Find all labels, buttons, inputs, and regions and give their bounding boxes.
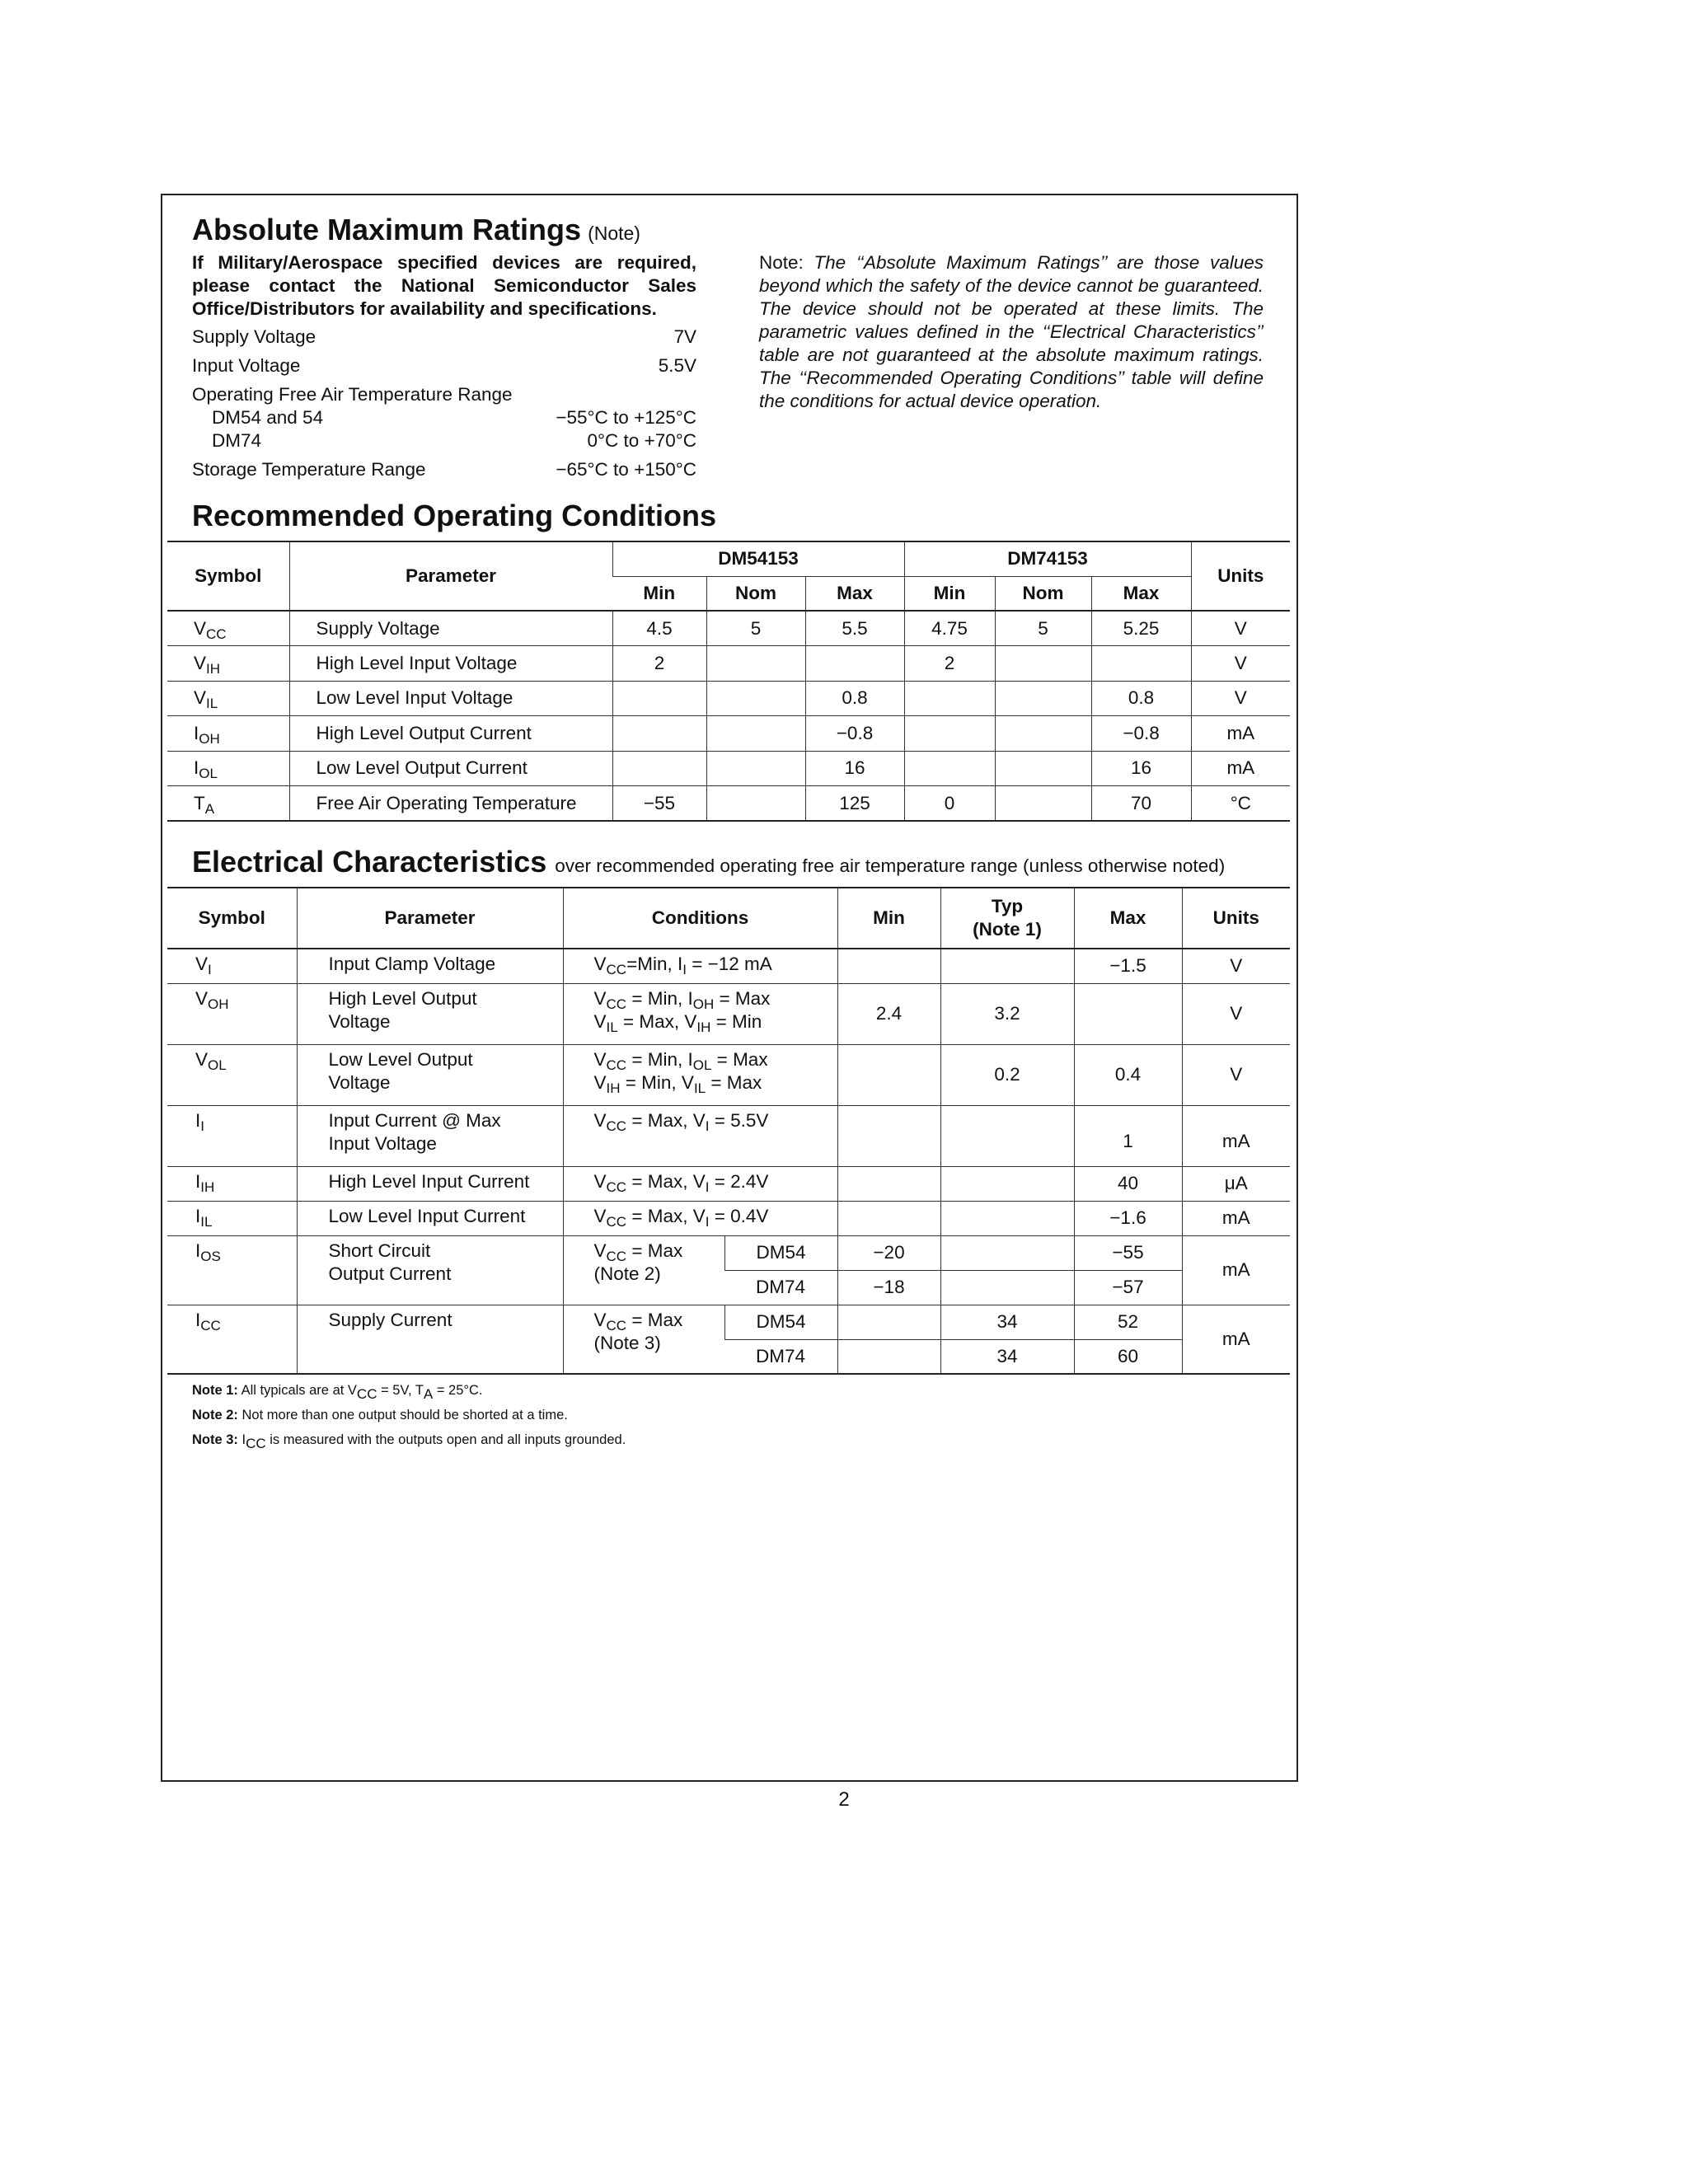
value-cell [904,681,995,716]
cond-subscript: OL [692,1057,712,1073]
rating-value: 7V [673,326,696,347]
rating-row [192,406,696,429]
value-cell: 16 [805,751,904,786]
roc-row [167,611,1290,646]
military-notice: If Military/Aerospace specified devices are required, please contact the National Semiconductor Sales Office/Distributors for availability and specifications. [192,252,696,319]
cond-text: = Max, V [626,1109,706,1131]
value-cell: −0.8 [805,716,904,752]
footnote-text: Not more than one output should be shorted at a time. [241,1408,568,1422]
roc-header-symbol: Symbol [167,541,289,611]
typ-cell [940,1166,1074,1201]
roc-row [167,681,1290,716]
ec-row [167,1201,1290,1235]
cond-text: = Max [626,1309,683,1330]
roc-header-min: Min [904,576,995,611]
conditions-cell [563,1105,837,1166]
symbol-cell [167,751,289,786]
footnote-text: = 25°C. [433,1383,483,1398]
rating-label: Input Voltage [192,355,301,376]
units-cell: V [1191,646,1290,682]
parameter-cell: Low Level Input Voltage [289,681,612,716]
value-cell: 2 [612,646,706,682]
symbol-cell [167,1201,297,1235]
max-cell: 52 [1074,1305,1182,1339]
symbol-cell [167,1166,297,1201]
cond-subscript: CC [606,1213,627,1230]
cond-text: = 2.4V [709,1170,769,1192]
max-cell: 60 [1074,1339,1182,1374]
footnote-text: All typicals are at V [241,1383,357,1398]
cond-text: = Max [626,1240,683,1261]
symbol-cell [167,716,289,752]
device-cell: DM54 [724,1305,837,1339]
value-cell: 4.5 [612,611,706,646]
parameter-line: High Level Output [328,987,477,1009]
value-cell: 0.8 [805,681,904,716]
rating-row [192,458,696,481]
min-cell: 2.4 [837,983,940,1044]
symbol-subscript: IL [200,1213,213,1230]
max-cell [1074,983,1182,1044]
cond-subscript: I [705,1179,710,1195]
value-cell: 0.8 [1091,681,1191,716]
conditions-cell [563,983,837,1044]
cond-text: =Min, I [626,954,683,974]
cond-text: = −12 mA [686,954,772,974]
roc-header-nom: Nom [706,576,805,611]
roc-header-parameter: Parameter [289,541,612,611]
max-cell: 40 [1074,1166,1182,1201]
parameter-cell: High Level Output Current [289,716,612,752]
cond-text: = Min, I [626,1048,693,1070]
footnote-3 [192,1427,626,1452]
value-cell: 2 [904,646,995,682]
symbol-subscript: I [200,1118,204,1134]
roc-header-units: Units [1191,541,1290,611]
value-cell [904,716,995,752]
parameter-cell: Supply Current [297,1305,563,1374]
roc-row [167,751,1290,786]
ec-row [167,1166,1290,1201]
value-cell: −0.8 [1091,716,1191,752]
max-cell: −1.6 [1074,1201,1182,1235]
rating-label: Storage Temperature Range [192,459,426,480]
symbol-subscript: IH [200,1179,215,1195]
rating-row [192,383,696,406]
ec-title-text: Electrical Characteristics [192,845,547,879]
cond-subscript: I [705,1213,710,1230]
parameter-line: Low Level Output [328,1048,473,1070]
symbol-text: V [194,652,207,673]
max-cell: −1.5 [1074,949,1182,983]
symbol-text: I [195,1109,201,1131]
symbol-subscript: OH [208,996,229,1012]
min-cell [837,949,940,983]
symbol-subscript: CC [200,1317,221,1333]
footnotes [192,1378,626,1452]
units-cell: V [1182,983,1290,1044]
ec-row [167,1044,1290,1105]
min-cell: −18 [837,1270,940,1305]
ec-header-parameter: Parameter [297,888,563,949]
parameter-line: Input Voltage [328,1132,437,1154]
rating-label: DM54 and 54 [212,407,324,428]
typ-cell: 34 [940,1305,1074,1339]
amr-note [759,251,1264,413]
parameter-line: Input Current @ Max [328,1109,501,1131]
cond-subscript: CC [606,1057,627,1073]
typ-cell [940,949,1074,983]
symbol-subscript: A [204,800,215,817]
parameter-cell: Supply Voltage [289,611,612,646]
footnote-text: = 5V, T [377,1383,424,1398]
symbol-cell [167,949,297,983]
cond-note: (Note 2) [593,1263,661,1284]
amr-title-text: Absolute Maximum Ratings [192,213,582,246]
ec-row [167,1235,1290,1270]
ec-header-typ [940,888,1074,949]
value-cell [612,751,706,786]
units-cell: V [1191,681,1290,716]
value-cell [904,751,995,786]
value-cell: 5.25 [1091,611,1191,646]
symbol-cell [167,1105,297,1166]
parameter-cell [297,1044,563,1105]
units-cell: °C [1191,786,1290,822]
symbol-text: I [195,1240,201,1261]
ec-header-conditions: Conditions [563,888,837,949]
symbol-cell [167,646,289,682]
max-cell: 0.4 [1074,1044,1182,1105]
cond-text: V [593,1170,607,1192]
conditions-cell [563,1305,724,1374]
units-cell: mA [1182,1201,1290,1235]
value-cell [805,646,904,682]
value-cell: 4.75 [904,611,995,646]
roc-header-min: Min [612,576,706,611]
typ-cell: 0.2 [940,1044,1074,1105]
rating-value: −65°C to +150°C [556,459,696,480]
page-number: 2 [838,1788,850,1811]
typ-cell [940,1201,1074,1235]
typ-cell: 3.2 [940,983,1074,1044]
footnote-label: Note 1: [192,1383,238,1398]
cond-text: = Min [710,1010,762,1032]
symbol-cell [167,1235,297,1305]
symbol-subscript: OL [208,1057,227,1073]
cond-subscript: CC [606,1248,627,1264]
device-cell: DM74 [724,1339,837,1374]
roc-row [167,646,1290,682]
parameter-cell: High Level Input Voltage [289,646,612,682]
symbol-subscript: OL [199,766,218,782]
typ-cell: 34 [940,1339,1074,1374]
symbol-text: T [194,792,205,813]
cond-text: = 0.4V [709,1205,769,1226]
footnote-subscript: A [423,1386,434,1402]
rating-value: 5.5V [658,355,696,376]
value-cell [995,681,1091,716]
cond-subscript: CC [606,962,627,977]
roc-heading: Recommended Operating Conditions [192,499,717,532]
symbol-text: I [195,1309,201,1330]
parameter-cell [297,1235,563,1305]
min-cell [837,1201,940,1235]
parameter-line: Voltage [328,1071,391,1093]
symbol-cell [167,786,289,822]
value-cell: 16 [1091,751,1191,786]
roc-header-dm54153: DM54153 [612,541,904,576]
parameter-cell [297,1105,563,1166]
footnote-2 [192,1403,626,1427]
parameter-line: Voltage [328,1010,391,1032]
cond-subscript: CC [606,1179,627,1195]
value-cell [706,681,805,716]
typ-cell [940,1270,1074,1305]
parameter-cell: Low Level Output Current [289,751,612,786]
value-cell [612,681,706,716]
symbol-text: I [195,1170,201,1192]
symbol-text: I [194,757,199,779]
cond-text: V [593,1048,607,1070]
symbol-subscript: IH [206,660,221,677]
cond-text: V [593,987,607,1009]
rating-row [192,429,696,452]
value-cell [706,786,805,822]
typ-cell [940,1105,1074,1166]
cond-text: = Max [706,1071,762,1093]
min-cell [837,1339,940,1374]
footnote-text: is measured with the outputs open and all inputs grounded. [265,1432,626,1447]
symbol-cell [167,611,289,646]
parameter-cell: Input Clamp Voltage [297,949,563,983]
symbol-text: V [194,687,207,709]
cond-text: V [593,954,607,974]
min-cell [837,1305,940,1339]
rating-value: −55°C to +125°C [556,407,696,428]
ec-table [167,887,1290,1375]
cond-subscript: CC [606,996,627,1012]
value-cell: 125 [805,786,904,822]
cond-text: V [593,1205,607,1226]
symbol-cell [167,983,297,1044]
cond-text: V [593,1240,607,1261]
ec-header-min: Min [837,888,940,949]
value-cell [995,646,1091,682]
max-cell: 1 [1074,1105,1182,1166]
device-cell: DM74 [724,1270,837,1305]
device-cell: DM54 [724,1235,837,1270]
ec-row [167,1105,1290,1166]
rating-row [192,326,696,349]
units-cell: V [1182,1044,1290,1105]
cond-text: V [593,1071,607,1093]
cond-subscript: I [705,1118,710,1134]
cond-text: = Min, V [620,1071,694,1093]
value-cell [995,786,1091,822]
ec-header-units: Units [1182,888,1290,949]
cond-text: V [593,1109,607,1131]
roc-row [167,786,1290,822]
ec-row [167,949,1290,983]
cond-subscript: OH [692,996,715,1012]
value-cell [706,751,805,786]
cond-text: = Max [714,987,771,1009]
conditions-cell [563,1166,837,1201]
parameter-cell: Low Level Input Current [297,1201,563,1235]
cond-text: = Max, V [626,1170,706,1192]
amr-note-prefix: Note: [759,252,804,273]
value-cell [612,716,706,752]
min-cell [837,1044,940,1105]
roc-row [167,716,1290,752]
value-cell: −55 [612,786,706,822]
value-cell [706,646,805,682]
parameter-line: Short Circuit [328,1240,431,1261]
amr-note-text: The ‘‘Absolute Maximum Ratings’’ are those values beyond which the safety of the device cannot be guaranteed. The device should not be operated at these limits. The parametric values defined in the ‘‘Electrical Characteristics’’ table are not guaranteed at the absolute maximum ratings. The ‘‘Recommended Operating Conditions’’ table will define the conditions for actual device operation. [759,252,1264,411]
rating-label: Operating Free Air Temperature Range [192,384,513,405]
cond-subscript: I [682,962,687,977]
cond-text: = Max [711,1048,768,1070]
cond-subscript: IH [606,1080,621,1096]
cond-subscript: IL [606,1019,618,1035]
units-cell: mA [1191,716,1290,752]
ec-header-max: Max [1074,888,1182,949]
footnote-label: Note 3: [192,1432,238,1447]
max-cell: −57 [1074,1270,1182,1305]
cond-subscript: IL [693,1080,706,1096]
footnote-1 [192,1378,626,1403]
cond-text: = 5.5V [709,1109,769,1131]
units-cell: mA [1182,1305,1290,1374]
parameter-cell: High Level Input Current [297,1166,563,1201]
units-cell: V [1182,949,1290,983]
amr-title-note: (Note) [588,223,640,244]
value-cell: 70 [1091,786,1191,822]
parameter-cell [297,983,563,1044]
value-cell: 0 [904,786,995,822]
amr-heading [192,213,640,247]
symbol-subscript: CC [206,626,227,642]
typ-cell [940,1235,1074,1270]
cond-text: = Min, I [626,987,693,1009]
ec-row [167,1305,1290,1339]
ec-subtitle: over recommended operating free air temperature range (unless otherwise noted) [555,855,1226,876]
conditions-cell [563,1201,837,1235]
ec-header-symbol: Symbol [167,888,297,949]
max-cell: −55 [1074,1235,1182,1270]
roc-header-nom: Nom [995,576,1091,611]
roc-header-dm74153: DM74153 [904,541,1191,576]
symbol-text: V [194,617,207,639]
symbol-subscript: I [208,962,212,977]
rating-label: Supply Voltage [192,326,316,347]
roc-header-max: Max [1091,576,1191,611]
units-cell: μA [1182,1166,1290,1201]
units-cell: mA [1182,1235,1290,1305]
conditions-cell [563,1044,837,1105]
symbol-subscript: OH [199,730,220,747]
footnote-subscript: CC [246,1436,266,1451]
rating-label: DM74 [212,430,262,451]
units-cell: V [1191,611,1290,646]
ec-header-typ-label: Typ [991,896,1024,916]
conditions-cell [563,949,837,983]
cond-subscript: CC [606,1118,627,1134]
cond-text: V [593,1309,607,1330]
cond-text: V [593,1010,607,1032]
symbol-text: I [195,1205,201,1226]
value-cell: 5.5 [805,611,904,646]
symbol-subscript: IL [206,696,218,712]
ec-header-typ-note: (Note 1) [973,919,1042,940]
cond-subscript: IH [696,1019,711,1035]
roc-header-max: Max [805,576,904,611]
rating-row [192,354,696,377]
symbol-text: I [194,722,199,743]
symbol-cell [167,1305,297,1374]
conditions-cell [563,1235,724,1305]
symbol-text: V [195,1048,209,1070]
symbol-cell [167,1044,297,1105]
footnote-text: I [241,1432,246,1447]
footnote-label: Note 2: [192,1408,238,1422]
symbol-cell [167,681,289,716]
min-cell [837,1166,940,1201]
cond-text: = Max, V [626,1205,706,1226]
ec-row [167,983,1290,1044]
parameter-line: Output Current [328,1263,452,1284]
symbol-text: V [195,954,209,974]
value-cell [995,716,1091,752]
min-cell [837,1105,940,1166]
min-cell: −20 [837,1235,940,1270]
roc-table [167,541,1290,822]
units-cell: mA [1182,1105,1290,1166]
value-cell: 5 [706,611,805,646]
parameter-cell: Free Air Operating Temperature [289,786,612,822]
cond-note: (Note 3) [593,1332,661,1353]
cond-text: = Max, V [617,1010,697,1032]
units-cell: mA [1191,751,1290,786]
footnote-subscript: CC [356,1386,377,1402]
ec-heading [192,845,1225,879]
value-cell: 5 [995,611,1091,646]
value-cell [1091,646,1191,682]
symbol-text: V [195,987,209,1009]
rating-value: 0°C to +70°C [587,430,696,451]
value-cell [706,716,805,752]
value-cell [995,751,1091,786]
symbol-subscript: OS [200,1248,221,1264]
cond-subscript: CC [606,1317,627,1333]
